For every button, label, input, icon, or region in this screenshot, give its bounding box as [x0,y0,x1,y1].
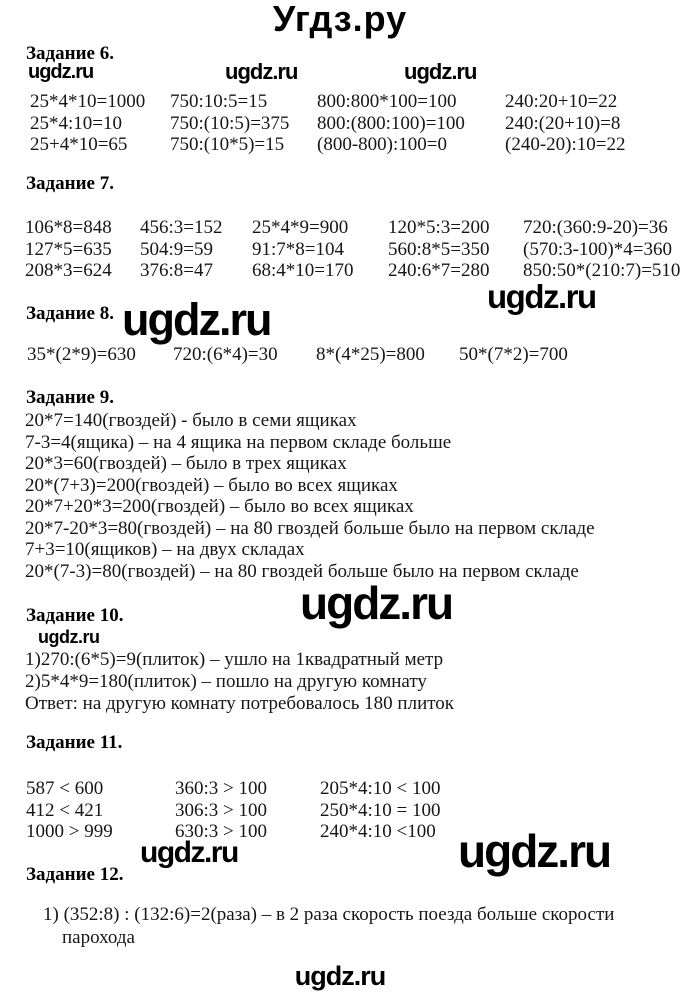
ugdz-watermark: ugdz.ru [404,59,477,84]
task12-heading: Задание 12. [26,864,124,885]
solution-line: 20*7=140(гвоздей) - было в семи ящиках [25,410,357,431]
ugdz-watermark: ugdz.ru [487,278,596,315]
equation-cell: 306:3 > 100 [175,799,267,821]
equation-cell: (800-800):100=0 [317,134,447,155]
equation-cell: 205*4:10 < 100 [320,778,441,799]
solution-line: 20*(7+3)=200(гвоздей) – было во всех ящиках [25,474,398,496]
equation-cell: 240:20+10=22 [505,91,618,112]
equation-cell: 560:8*5=350 [388,238,490,260]
equation-cell: 25*4:10=10 [30,112,122,134]
equation-cell: 720:(360:9-20)=36 [523,217,668,238]
answer-line: Ответ: на другую комнату потребовалось 180 плиток [25,693,455,714]
equation-cell: 587 < 600 [26,778,104,799]
equation-cell: 127*5=635 [25,238,112,260]
equation-cell: 360:3 > 100 [175,778,267,799]
ugdz-watermark: ugdz.ru [294,961,386,991]
solution-line: 1)270:(6*5)=9(плиток) – ушло на 1квадратный метр [25,649,444,670]
equation-cell: 35*(2*9)=630 [27,344,136,365]
equation-cell: 68:4*10=170 [252,260,354,281]
task7-heading: Задание 7. [26,173,114,194]
equation-cell: 25+4*10=65 [30,134,128,155]
ugdz-watermark: ugdz.ru [458,825,611,877]
equation-cell: 240:(20+10)=8 [505,112,621,134]
solution-line: 7+3=10(ящиков) – на двух складах [25,539,305,560]
equation-cell: 91:7*8=104 [252,238,344,260]
equation-cell: (240-20):10=22 [505,134,626,155]
equation-cell: 750:(10:5)=375 [170,112,290,134]
equation-cell: 8*(4*25)=800 [316,344,425,365]
task8-heading: Задание 8. [26,303,114,324]
solution-line: 20*3=60(гвоздей) – было в трех ящиках [25,453,347,474]
solution-line: 7-3=4(ящика) – на 4 ящика на первом складе больше [25,431,452,453]
task10-solution [25,649,454,715]
equation-cell: 25*4*9=900 [252,217,349,238]
equation-cell: 850:50*(210:7)=510 [523,260,680,281]
ugdz-watermark: ugdz.ru [225,59,298,84]
task6-equations [30,91,625,156]
ugdz-watermark: ugdz.ru [122,294,271,345]
ugdz-watermark: ugdz.ru [28,61,94,83]
equation-cell: 208*3=624 [25,260,112,281]
equation-cell: 456:3=152 [140,217,223,238]
equation-cell: 750:(10*5)=15 [170,134,285,155]
task11-comparisons [26,778,441,843]
equation-cell: 504:9=59 [140,238,213,260]
ugdz-watermark: ugdz.ru [140,836,238,869]
task9-heading: Задание 9. [26,387,114,408]
equation-cell: 240*4:10 <100 [320,821,436,842]
page-title: Угдз.ру [272,0,408,39]
equation-cell: 800:(800:100)=100 [317,112,465,134]
task8-equations [27,344,568,366]
ugdz-watermark: ugdz.ru [38,627,100,647]
equation-cell: 800:800*100=100 [317,91,457,112]
equation-cell: 630:3 > 100 [175,821,267,842]
task10-heading: Задание 10. [26,605,124,626]
solution-line: 2)5*4*9=180(плиток) – пошло на другую комнату [25,671,427,692]
equation-cell: 50*(7*2)=700 [459,344,568,365]
task11-heading: Задание 11. [26,732,123,753]
equation-cell: 250*4:10 = 100 [320,799,441,821]
equation-cell: 240:6*7=280 [388,260,490,281]
solution-line: 20*7+20*3=200(гвоздей) – было во всех ящиках [25,496,414,517]
equation-cell: 750:10:5=15 [170,91,268,112]
equation-cell: 1000 > 999 [26,821,113,842]
task6-heading: Задание 6. [26,43,114,64]
equation-cell: 720:(6*4)=30 [173,344,278,365]
solution-line: парохода [62,927,135,948]
solution-line: 1) (352:8) : (132:6)=2(раза) – в 2 раза скорость поезда больше скорости [43,904,615,925]
task9-solution [25,410,595,582]
equation-cell: 412 < 421 [26,799,104,821]
solution-line: 20*7-20*3=80(гвоздей) – на 80 гвоздей больше было на первом складе [25,517,595,539]
task7-equations [25,217,680,282]
solution-line: 20*(7-3)=80(гвоздей) – на 80 гвоздей больше было на первом складе [25,560,579,582]
equation-cell: (570:3-100)*4=360 [523,238,672,260]
equation-cell: 25*4*10=1000 [30,91,146,112]
equation-cell: 376:8=47 [140,260,213,281]
equation-cell: 106*8=848 [25,217,112,238]
ugdz-watermark: ugdz.ru [300,577,453,629]
equation-cell: 120*5:3=200 [388,217,490,238]
